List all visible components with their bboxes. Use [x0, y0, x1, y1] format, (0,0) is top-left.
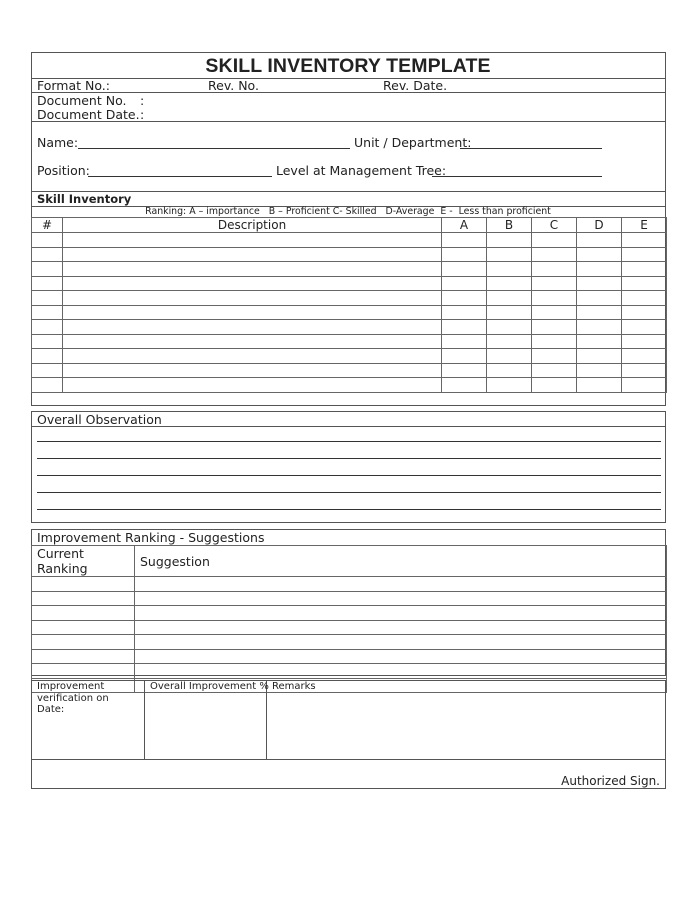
table-cell[interactable]: [135, 635, 667, 650]
table-cell[interactable]: [32, 620, 135, 635]
table-row: [32, 591, 667, 606]
table-cell[interactable]: [532, 349, 577, 364]
divider: [31, 759, 666, 760]
table-cell[interactable]: [32, 606, 135, 621]
table-cell[interactable]: [577, 233, 622, 248]
table-cell[interactable]: [622, 247, 667, 262]
overall-improvement-label: Overall Improvement %: [150, 681, 269, 692]
table-cell[interactable]: [32, 276, 63, 291]
table-cell[interactable]: [32, 649, 135, 664]
observation-box: [31, 411, 666, 523]
page-title: SKILL INVENTORY TEMPLATE: [205, 55, 491, 77]
table-row: [32, 305, 667, 320]
observation-heading: Overall Observation: [37, 412, 162, 427]
divider: [144, 680, 145, 759]
table-cell[interactable]: [63, 276, 442, 291]
skill-inventory-heading: Skill Inventory: [37, 192, 132, 206]
col-header-e: E: [622, 218, 667, 233]
skill-table: [31, 217, 667, 393]
table-cell[interactable]: [577, 363, 622, 378]
table-cell[interactable]: [442, 262, 487, 277]
table-cell[interactable]: [63, 363, 442, 378]
table-cell[interactable]: [442, 291, 487, 306]
table-cell[interactable]: [63, 305, 442, 320]
table-cell[interactable]: [63, 334, 442, 349]
table-cell[interactable]: [135, 577, 667, 592]
table-cell[interactable]: [32, 291, 63, 306]
table-header-row: [32, 546, 667, 577]
document-date-label: Document Date.: [37, 107, 140, 122]
table-row: [32, 363, 667, 378]
table-row: [32, 247, 667, 262]
table-cell[interactable]: [32, 233, 63, 248]
table-cell[interactable]: [32, 378, 63, 393]
table-cell[interactable]: [577, 334, 622, 349]
table-cell[interactable]: [487, 363, 532, 378]
table-cell[interactable]: [135, 664, 667, 679]
remarks-label: Remarks: [272, 681, 316, 692]
table-cell[interactable]: [487, 378, 532, 393]
divider: [31, 78, 666, 79]
table-cell[interactable]: [63, 378, 442, 393]
table-cell[interactable]: [532, 334, 577, 349]
observation-line[interactable]: [37, 458, 661, 459]
unit-label: Unit / Department:: [354, 135, 472, 150]
observation-line[interactable]: [37, 475, 661, 476]
col-header-suggestion: Suggestion: [135, 546, 667, 577]
table-cell[interactable]: [532, 291, 577, 306]
table-row: [32, 233, 667, 248]
table-cell[interactable]: [622, 276, 667, 291]
table-cell[interactable]: [135, 606, 667, 621]
table-cell[interactable]: [487, 320, 532, 335]
table-cell[interactable]: [63, 291, 442, 306]
table-cell[interactable]: [577, 320, 622, 335]
table-cell[interactable]: [622, 291, 667, 306]
table-cell[interactable]: [32, 363, 63, 378]
table-cell[interactable]: [63, 262, 442, 277]
table-cell[interactable]: [442, 334, 487, 349]
table-cell[interactable]: [32, 334, 63, 349]
table-row: [32, 320, 667, 335]
table-cell[interactable]: [442, 349, 487, 364]
table-cell[interactable]: [63, 233, 442, 248]
ranking-legend: Ranking: A – importance B – Proficient C- Skilled D-Average E - Less than proficient: [145, 206, 551, 217]
table-cell[interactable]: [32, 247, 63, 262]
table-cell[interactable]: [32, 664, 135, 679]
col-header-current-ranking: Current Ranking: [32, 546, 135, 577]
table-cell[interactable]: [442, 363, 487, 378]
table-row: [32, 635, 667, 650]
level-label: Level at Management Tree:: [276, 163, 447, 178]
table-cell[interactable]: [63, 247, 442, 262]
table-cell[interactable]: [532, 363, 577, 378]
unit-field[interactable]: [460, 148, 602, 149]
table-cell[interactable]: [622, 320, 667, 335]
table-row: [32, 378, 667, 393]
col-header-b: B: [487, 218, 532, 233]
table-cell[interactable]: [442, 378, 487, 393]
table-cell[interactable]: [622, 305, 667, 320]
divider: [31, 426, 666, 427]
table-cell[interactable]: [487, 291, 532, 306]
table-cell[interactable]: [135, 649, 667, 664]
col-header-d: D: [577, 218, 622, 233]
col-header-description: Description: [63, 218, 442, 233]
table-cell[interactable]: [32, 591, 135, 606]
table-row: [32, 606, 667, 621]
position-label: Position:: [37, 163, 90, 178]
position-field[interactable]: [88, 176, 272, 177]
improvement-heading: Improvement Ranking - Suggestions: [37, 530, 265, 545]
table-row: [32, 291, 667, 306]
verification-date-label: Improvement verification on Date:: [37, 681, 109, 715]
table-row: [32, 276, 667, 291]
table-row: [32, 577, 667, 592]
table-row: [32, 334, 667, 349]
table-cell[interactable]: [442, 233, 487, 248]
table-cell[interactable]: [532, 276, 577, 291]
table-cell[interactable]: [577, 262, 622, 277]
table-cell[interactable]: [487, 262, 532, 277]
table-cell[interactable]: [577, 291, 622, 306]
table-cell[interactable]: [622, 334, 667, 349]
table-cell[interactable]: [487, 233, 532, 248]
table-cell[interactable]: [532, 305, 577, 320]
table-cell[interactable]: [63, 349, 442, 364]
table-cell[interactable]: [32, 577, 135, 592]
table-cell[interactable]: [622, 349, 667, 364]
table-row: [32, 262, 667, 277]
colon: :: [140, 93, 145, 108]
name-field[interactable]: [78, 148, 350, 149]
table-row: [32, 664, 667, 679]
table-cell[interactable]: [532, 247, 577, 262]
observation-line[interactable]: [37, 509, 661, 510]
table-cell[interactable]: [135, 620, 667, 635]
document-no-label: Document No.: [37, 93, 127, 108]
table-cell[interactable]: [442, 320, 487, 335]
rev-no-label: Rev. No.: [208, 78, 259, 93]
table-cell[interactable]: [32, 262, 63, 277]
observation-line[interactable]: [37, 441, 661, 442]
table-cell[interactable]: [622, 378, 667, 393]
table-cell[interactable]: [487, 247, 532, 262]
table-cell[interactable]: [532, 320, 577, 335]
table-cell[interactable]: [577, 247, 622, 262]
table-cell[interactable]: [487, 276, 532, 291]
table-row: [32, 620, 667, 635]
col-header-a: A: [442, 218, 487, 233]
divider: [31, 121, 666, 122]
table-cell[interactable]: [532, 233, 577, 248]
col-header-c: C: [532, 218, 577, 233]
authorized-sign-label: Authorized Sign.: [561, 774, 660, 788]
table-cell[interactable]: [442, 276, 487, 291]
observation-line[interactable]: [37, 492, 661, 493]
table-cell[interactable]: [622, 363, 667, 378]
table-cell[interactable]: [32, 320, 63, 335]
format-no-label: Format No.:: [37, 78, 110, 93]
table-cell[interactable]: [622, 262, 667, 277]
table-cell[interactable]: [487, 349, 532, 364]
table-cell[interactable]: [32, 635, 135, 650]
table-cell[interactable]: [32, 305, 63, 320]
table-cell[interactable]: [532, 378, 577, 393]
table-cell[interactable]: [577, 276, 622, 291]
table-cell[interactable]: [622, 233, 667, 248]
table-cell[interactable]: [442, 247, 487, 262]
table-cell[interactable]: [487, 334, 532, 349]
table-cell[interactable]: [63, 320, 442, 335]
table-cell[interactable]: [442, 305, 487, 320]
col-header-number: #: [32, 218, 63, 233]
table-cell[interactable]: [135, 591, 667, 606]
table-cell[interactable]: [577, 349, 622, 364]
rev-date-label: Rev. Date.: [383, 78, 448, 93]
table-header-row: [32, 218, 667, 233]
table-cell[interactable]: [577, 378, 622, 393]
table-row: [32, 349, 667, 364]
level-field[interactable]: [432, 176, 602, 177]
name-label: Name:: [37, 135, 79, 150]
table-cell[interactable]: [32, 349, 63, 364]
table-row: [32, 649, 667, 664]
table-cell[interactable]: [487, 305, 532, 320]
suggestion-table: [31, 545, 667, 693]
colon: :: [140, 107, 145, 122]
table-cell[interactable]: [577, 305, 622, 320]
table-cell[interactable]: [532, 262, 577, 277]
